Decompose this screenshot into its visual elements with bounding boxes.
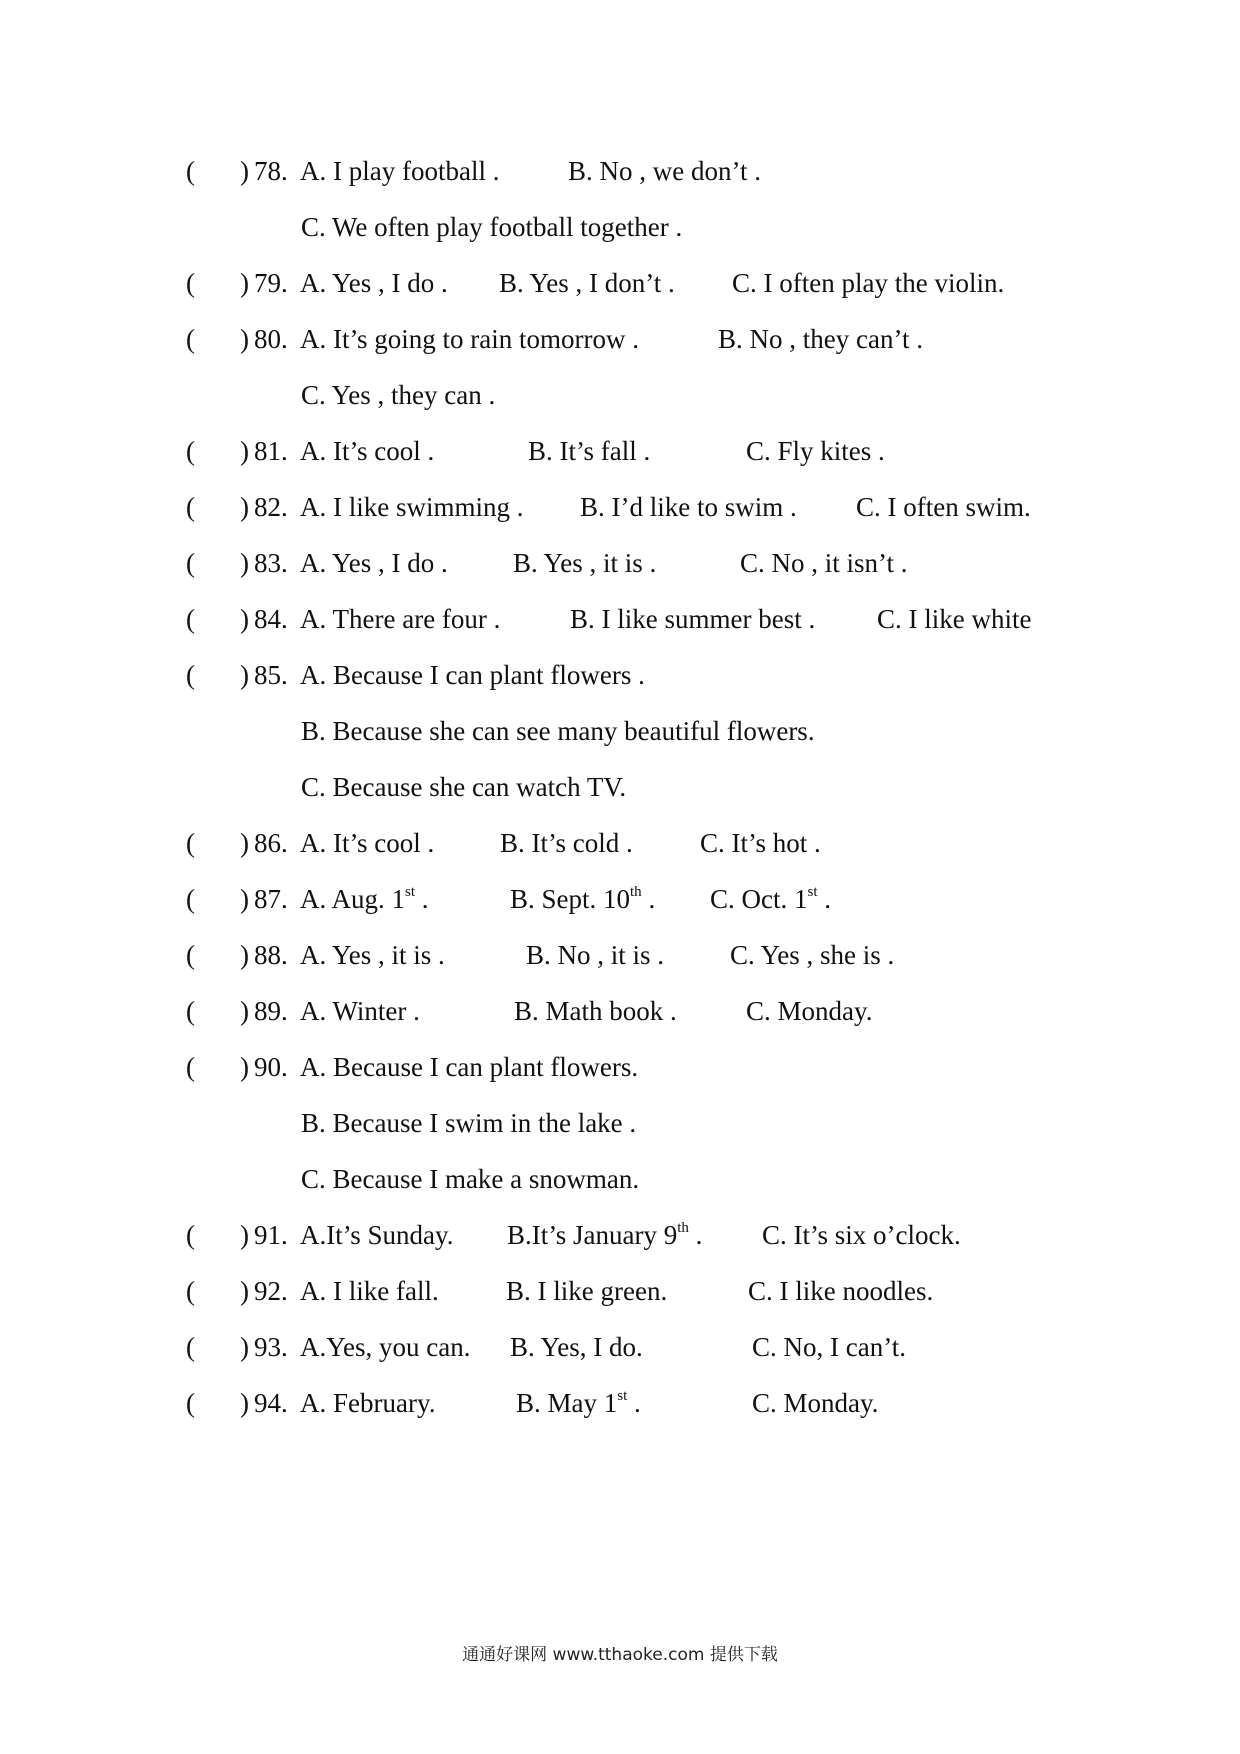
option-a: A. Yes , it is . xyxy=(300,940,445,970)
option-a: A. There are four . xyxy=(300,604,501,634)
option-b: B. I like summer best . xyxy=(570,604,816,634)
option-b-text: B. Sept. 10 xyxy=(510,884,631,914)
option-b-superscript: th xyxy=(630,884,642,900)
question-number: 83. xyxy=(254,548,288,578)
question-number: 88. xyxy=(254,940,288,970)
option-a: A. Because I can plant flowers. xyxy=(300,1052,639,1082)
option-a: A. I like swimming . xyxy=(300,492,524,522)
option-a: A. It’s going to rain tomorrow . xyxy=(300,324,639,354)
option-c: C. No, I can’t. xyxy=(752,1332,906,1362)
answer-paren-open: ( xyxy=(186,1220,195,1250)
option-a: A. Because I can plant flowers . xyxy=(300,660,645,690)
option-a: A. I play football . xyxy=(300,156,500,186)
option-c-superscript: st xyxy=(807,884,818,900)
answer-paren-close: ) xyxy=(240,604,249,634)
answer-paren-open: ( xyxy=(186,1332,195,1362)
answer-paren-close: ) xyxy=(240,1388,249,1418)
answer-paren-open: ( xyxy=(186,604,195,634)
answer-paren-open: ( xyxy=(186,660,195,690)
option-b-suffix: . xyxy=(641,884,656,914)
option-a-superscript: st xyxy=(405,884,416,900)
option-c: C. I often play the violin. xyxy=(732,268,1005,298)
question-number: 92. xyxy=(254,1276,288,1306)
option-b: B. No , they can’t . xyxy=(718,324,923,354)
option-b: B. I’d like to swim . xyxy=(580,492,797,522)
answer-paren-open: ( xyxy=(186,828,195,858)
option-a-suffix: . xyxy=(415,884,429,914)
option-b-suffix: . xyxy=(627,1388,641,1418)
answer-paren-open: ( xyxy=(186,436,195,466)
answer-paren-open: ( xyxy=(186,884,195,914)
option-c: C. No , it isn’t . xyxy=(740,548,908,578)
question-number: 80. xyxy=(254,324,288,354)
option-b-superscript: st xyxy=(617,1388,628,1404)
option-a-text: A. Aug. 1 xyxy=(300,884,406,914)
option-b: B. I like green. xyxy=(506,1276,668,1306)
answer-paren-open: ( xyxy=(186,940,195,970)
question-number: 94. xyxy=(254,1388,288,1418)
option-a: A. I like fall. xyxy=(300,1276,439,1306)
answer-paren-open: ( xyxy=(186,1052,195,1082)
question-number: 85. xyxy=(254,660,288,690)
option-a: A.It’s Sunday. xyxy=(300,1220,454,1250)
answer-paren-close: ) xyxy=(240,940,249,970)
option-a: A. Yes , I do . xyxy=(300,268,448,298)
option-c: C. Because I make a snowman. xyxy=(301,1164,640,1194)
question-number: 82. xyxy=(254,492,288,522)
answer-paren-close: ) xyxy=(240,324,249,354)
answer-paren-open: ( xyxy=(186,156,195,186)
answer-paren-open: ( xyxy=(186,324,195,354)
option-b-text: B. May 1 xyxy=(516,1388,618,1418)
answer-paren-close: ) xyxy=(240,436,249,466)
answer-paren-close: ) xyxy=(240,1052,249,1082)
answer-paren-close: ) xyxy=(240,996,249,1026)
question-number: 91. xyxy=(254,1220,288,1250)
option-c-suffix: . xyxy=(817,884,832,914)
option-c: C. Yes , they can . xyxy=(301,380,496,410)
option-b: B. Because she can see many beautiful flowers. xyxy=(301,716,815,746)
option-b: B. Yes , it is . xyxy=(513,548,657,578)
option-c: C. It’s six o’clock. xyxy=(762,1220,961,1250)
option-a: A. It’s cool . xyxy=(300,436,435,466)
question-number: 90. xyxy=(254,1052,288,1082)
answer-paren-open: ( xyxy=(186,492,195,522)
option-c: C. Fly kites . xyxy=(746,436,885,466)
footer-text: 通通好课网 www.tthaoke.com 提供下载 xyxy=(462,1645,778,1665)
option-c-text: C. Oct. 1 xyxy=(710,884,808,914)
option-c: C. It’s hot . xyxy=(700,828,821,858)
question-number: 79. xyxy=(254,268,288,298)
option-b xyxy=(510,879,655,919)
option-b-suffix: . xyxy=(688,1220,703,1250)
option-a: A.Yes, you can. xyxy=(300,1332,471,1362)
answer-paren-close: ) xyxy=(240,884,249,914)
answer-paren-open: ( xyxy=(186,268,195,298)
answer-paren-close: ) xyxy=(240,1332,249,1362)
question-number: 86. xyxy=(254,828,288,858)
option-a xyxy=(300,879,429,919)
answer-paren-close: ) xyxy=(240,268,249,298)
answer-paren-close: ) xyxy=(240,156,249,186)
question-number: 78. xyxy=(254,156,288,186)
option-c: C. Monday. xyxy=(752,1388,879,1418)
option-b: B. Math book . xyxy=(514,996,677,1026)
answer-paren-close: ) xyxy=(240,492,249,522)
option-b: B. It’s fall . xyxy=(528,436,651,466)
option-b xyxy=(507,1215,702,1255)
question-number: 81. xyxy=(254,436,288,466)
option-c: C. We often play football together . xyxy=(301,212,683,242)
question-number: 87. xyxy=(254,884,288,914)
option-c: C. I like white xyxy=(877,604,1032,634)
answer-paren-close: ) xyxy=(240,1276,249,1306)
option-b: B. It’s cold . xyxy=(500,828,633,858)
answer-paren-open: ( xyxy=(186,548,195,578)
answer-paren-open: ( xyxy=(186,1388,195,1418)
option-a: A. Winter . xyxy=(300,996,420,1026)
option-a: A. February. xyxy=(300,1388,436,1418)
answer-paren-close: ) xyxy=(240,1220,249,1250)
option-b: B. No , we don’t . xyxy=(568,156,761,186)
option-c: C. I like noodles. xyxy=(748,1276,934,1306)
question-number: 93. xyxy=(254,1332,288,1362)
option-c xyxy=(710,879,831,919)
option-b: B. Because I swim in the lake . xyxy=(301,1108,637,1138)
answer-paren-open: ( xyxy=(186,996,195,1026)
option-c: C. Monday. xyxy=(746,996,873,1026)
option-c: C. Because she can watch TV. xyxy=(301,772,627,802)
question-number: 89. xyxy=(254,996,288,1026)
option-c: C. Yes , she is . xyxy=(730,940,895,970)
option-c: C. I often swim. xyxy=(856,492,1031,522)
answer-paren-close: ) xyxy=(240,660,249,690)
option-b: B. No , it is . xyxy=(526,940,665,970)
option-a: A. Yes , I do . xyxy=(300,548,448,578)
option-b: B. Yes, I do. xyxy=(510,1332,643,1362)
question-number: 84. xyxy=(254,604,288,634)
option-a: A. It’s cool . xyxy=(300,828,435,858)
answer-paren-close: ) xyxy=(240,548,249,578)
option-b xyxy=(516,1383,641,1423)
answer-paren-open: ( xyxy=(186,1276,195,1306)
option-b-superscript: th xyxy=(677,1220,689,1236)
option-b: B. Yes , I don’t . xyxy=(499,268,675,298)
answer-paren-close: ) xyxy=(240,828,249,858)
option-b-text: B.It’s January 9 xyxy=(507,1220,678,1250)
